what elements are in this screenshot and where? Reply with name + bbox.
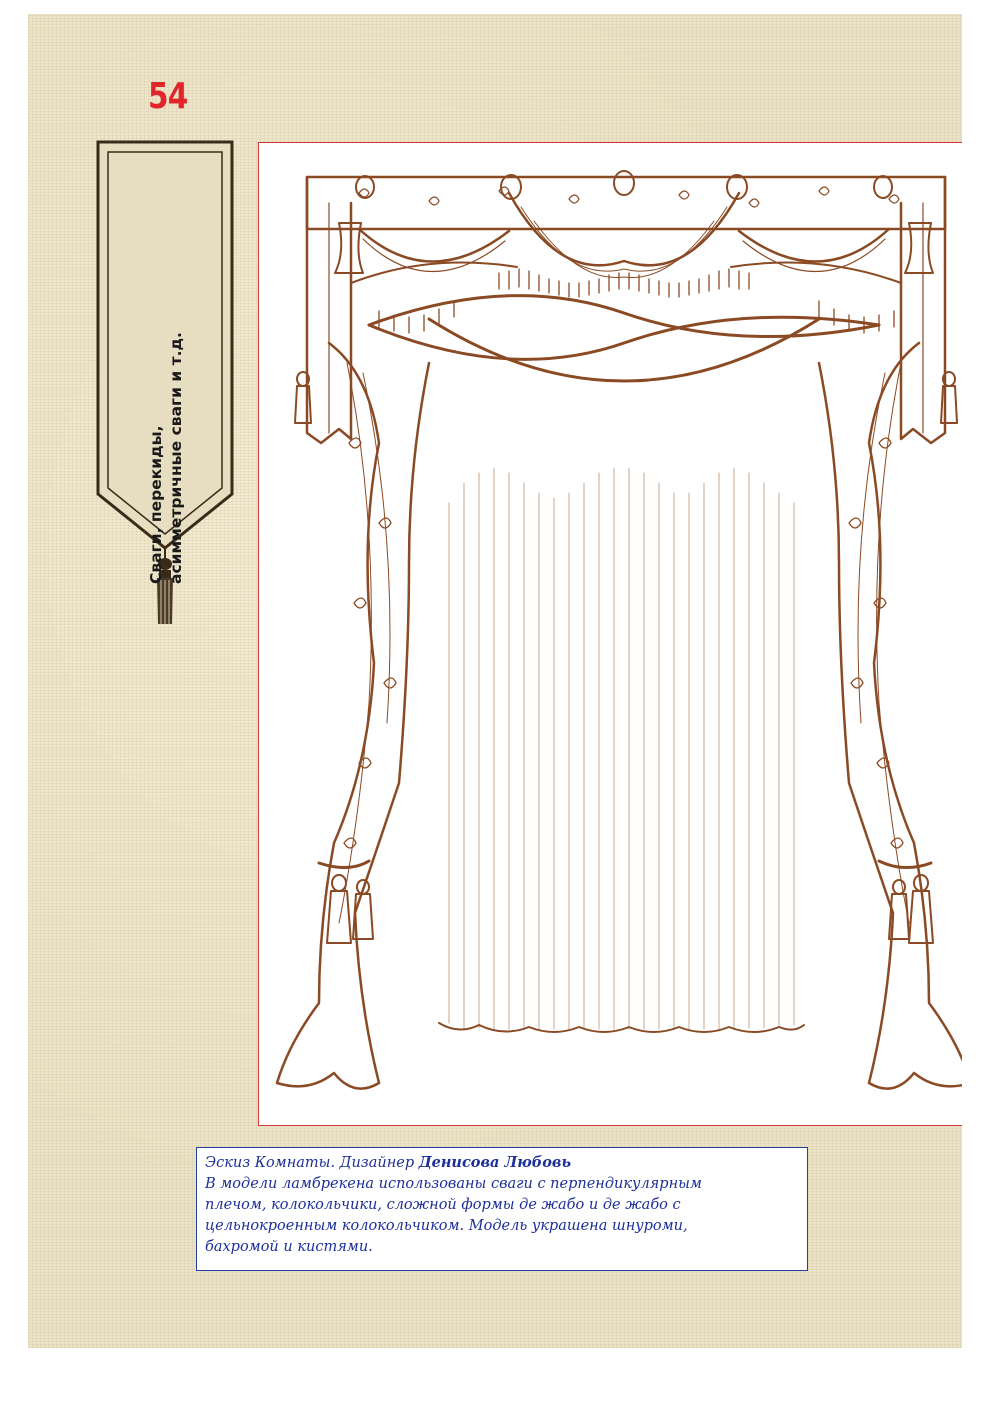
caption-line-3: цельнокроенным колокольчиком. Модель украшена шнуроми, xyxy=(205,1218,688,1234)
page-number: 54 xyxy=(148,76,188,117)
banner-title xyxy=(146,264,210,584)
banner-title-line-1: Сваги, перекиды, xyxy=(147,425,165,584)
tassel-banner xyxy=(90,138,240,638)
banner-title-line-2: асимметричные сваги и т.д. xyxy=(167,332,185,584)
caption-heading xyxy=(205,1152,799,1174)
curtain-sketch-frame xyxy=(258,142,962,1126)
caption-line-1: В модели ламбрекена использованы сваги с перпендикулярным xyxy=(205,1176,702,1192)
caption-line-4: бахромой и кистями. xyxy=(205,1239,373,1255)
caption-line-2: плечом, колокольчики, сложной формы де жабо и де жабо с xyxy=(205,1197,681,1213)
caption-box xyxy=(196,1147,808,1271)
caption-heading-prefix: Эскиз Комнаты. Дизайнер xyxy=(205,1155,419,1171)
designer-name: Денисова Любовь xyxy=(418,1154,572,1171)
curtain-sketch xyxy=(259,143,962,1127)
book-page xyxy=(28,14,962,1348)
